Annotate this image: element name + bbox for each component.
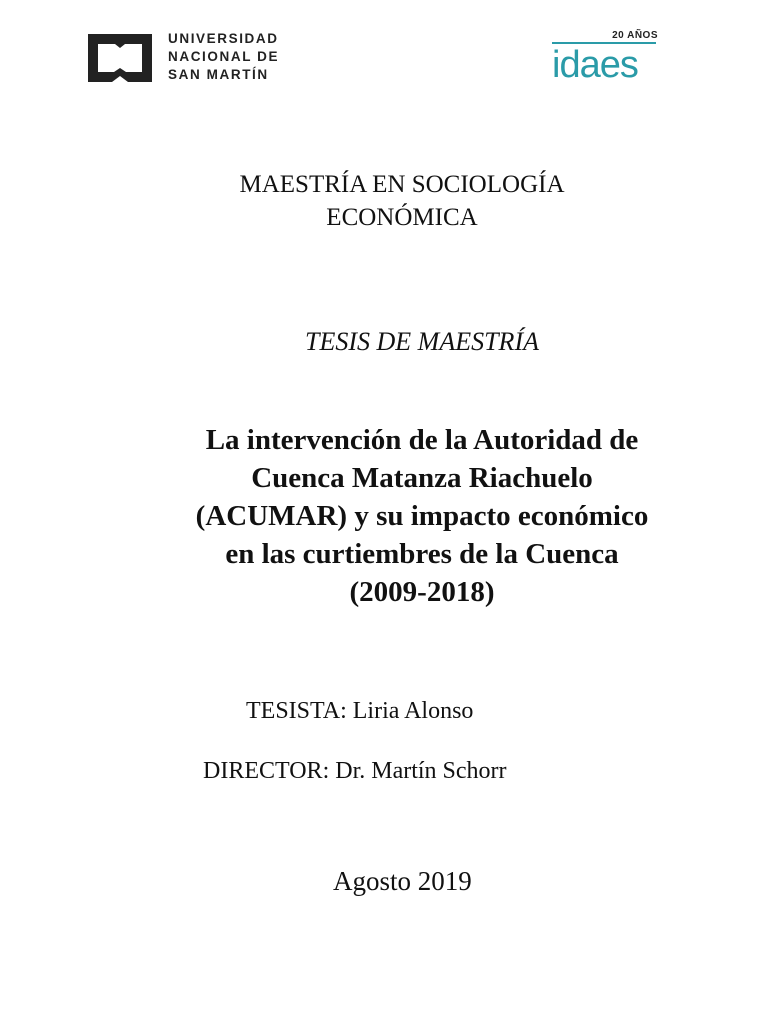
program-line: MAESTRÍA EN SOCIOLOGÍA [239, 171, 565, 198]
idaes-anniversary: 20 AÑOS [612, 30, 658, 41]
thesis-title [38, 421, 768, 611]
open-book-icon [88, 32, 152, 84]
title-line: en las curtiembres de la Cuenca [225, 538, 619, 570]
title-line: La intervención de la Autoridad de [205, 424, 639, 456]
title-line: (ACUMAR) y su impacto económico [195, 500, 649, 532]
document-type: TESIS DE MAESTRÍA [305, 327, 539, 356]
idaes-logo [552, 30, 662, 90]
program-line: ECONÓMICA [326, 204, 478, 231]
title-line: Cuenca Matanza Riachuelo [251, 462, 593, 494]
unsam-wordmark [168, 30, 279, 84]
unsam-line: SAN MARTÍN [168, 67, 269, 82]
author-line: TESISTA: Liria Alonso [246, 698, 474, 724]
idaes-wordmark: idaes [552, 44, 638, 86]
program-name [18, 168, 768, 234]
date-line: Agosto 2019 [333, 866, 472, 896]
unsam-logo [88, 30, 288, 86]
director-line: DIRECTOR: Dr. Martín Schorr [203, 758, 507, 784]
title-line: (2009-2018) [349, 576, 495, 608]
unsam-line: NACIONAL DE [168, 49, 280, 64]
unsam-line: UNIVERSIDAD [168, 31, 279, 46]
